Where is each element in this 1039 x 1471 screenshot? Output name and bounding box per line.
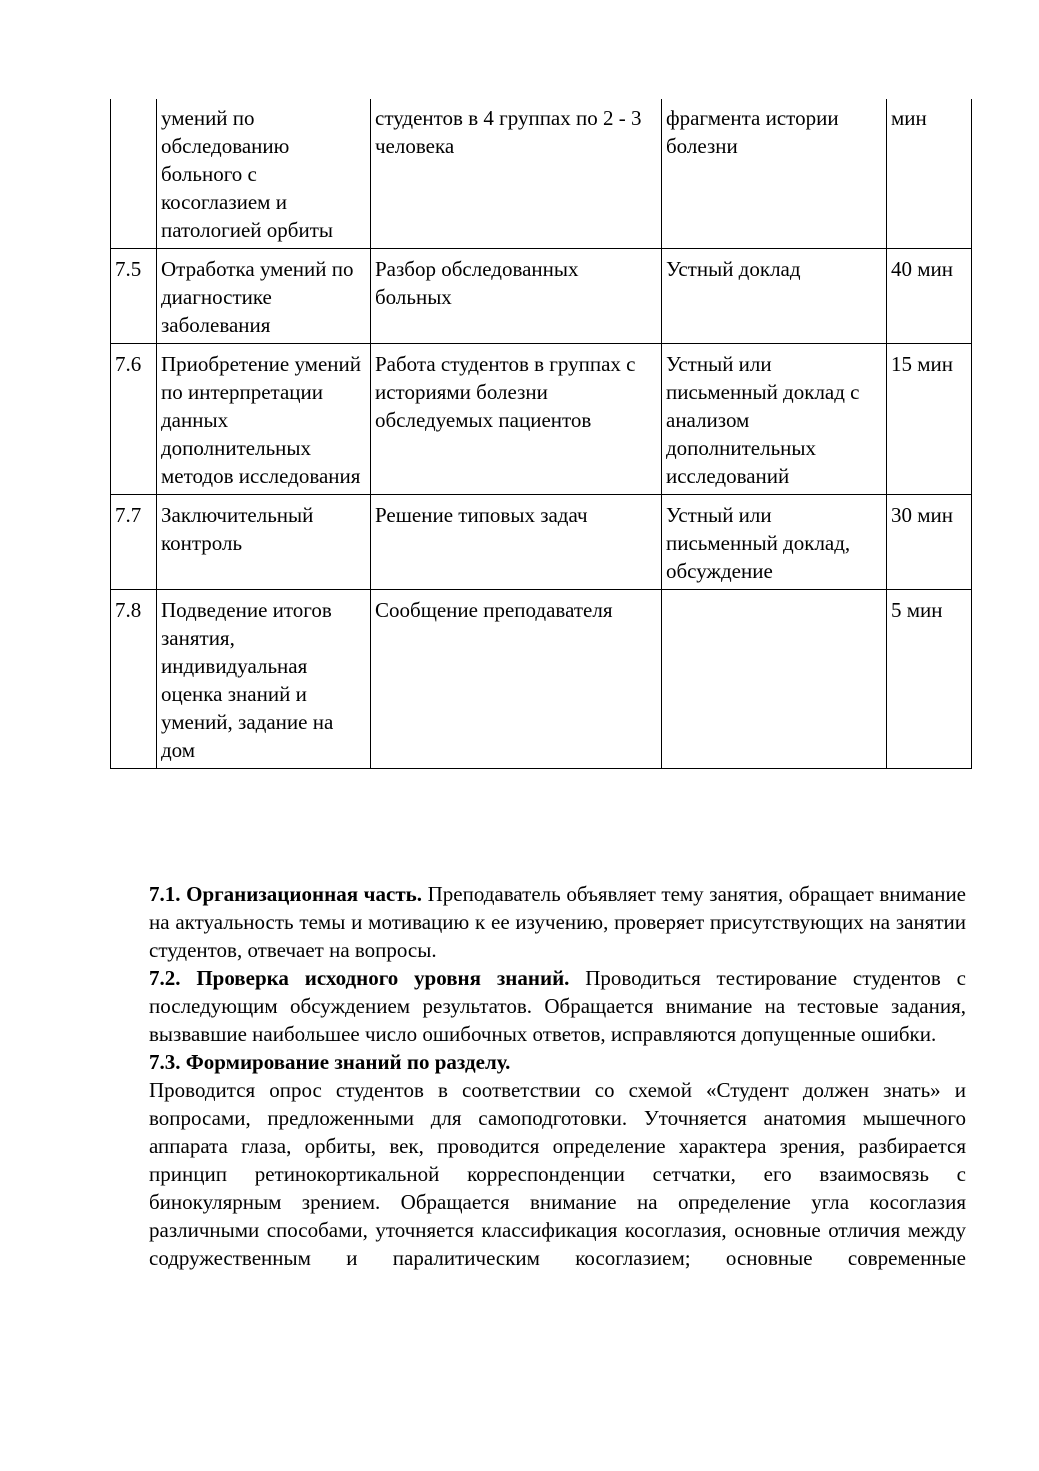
control-cell: фрагмента истории болезни bbox=[662, 99, 887, 249]
section-7-3 bbox=[149, 1048, 966, 1076]
table-row bbox=[111, 249, 972, 344]
method-cell: Разбор обследованных больных bbox=[371, 249, 662, 344]
row-number bbox=[111, 99, 157, 249]
section-7-1 bbox=[149, 880, 966, 964]
time-cell: 15 мин bbox=[887, 344, 972, 495]
row-number: 7.8 bbox=[111, 590, 157, 769]
time-cell: 40 мин bbox=[887, 249, 972, 344]
method-cell: Решение типовых задач bbox=[371, 495, 662, 590]
control-cell bbox=[662, 590, 887, 769]
lesson-plan-table bbox=[110, 99, 972, 769]
section-body: Преподаватель объявляет тему занятия, обращает внимание на актуальность темы и мотивацию к ее изучению, проверяет присутствующих на занятии студентов, отвечает на вопросы. bbox=[149, 882, 966, 962]
stage-cell: Заключительный контроль bbox=[157, 495, 371, 590]
method-cell: Сообщение преподавателя bbox=[371, 590, 662, 769]
body-text bbox=[149, 880, 966, 1272]
table-row bbox=[111, 590, 972, 769]
time-cell: 5 мин bbox=[887, 590, 972, 769]
control-cell: Устный доклад bbox=[662, 249, 887, 344]
section-heading: 7.3. Формирование знаний по разделу. bbox=[149, 1050, 511, 1074]
control-cell: Устный или письменный доклад с анализом дополнительных исследований bbox=[662, 344, 887, 495]
time-cell: мин bbox=[887, 99, 972, 249]
table-row bbox=[111, 495, 972, 590]
section-7-2 bbox=[149, 964, 966, 1048]
row-number: 7.7 bbox=[111, 495, 157, 590]
section-heading: 7.1. Организационная часть. bbox=[149, 882, 423, 906]
section-heading: 7.2. Проверка исходного уровня знаний. bbox=[149, 966, 570, 990]
row-number: 7.6 bbox=[111, 344, 157, 495]
method-cell: Работа студентов в группах с историями болезни обследуемых пациентов bbox=[371, 344, 662, 495]
control-cell: Устный или письменный доклад, обсуждение bbox=[662, 495, 887, 590]
section-7-3-paragraph: Проводится опрос студентов в соответствии со схемой «Студент должен знать» и вопросами, предложенными для самоподготовки. Уточняется анатомия мышечного аппарата глаза, орбиты, век, проводится определение характера зрения, разбирается принцип ретинокортикальной корреспонденции сетчатки, его взаимосвязь с бинокулярным зрением. Обращается внимание на определение угла косоглазия различными способами, уточняется классификация косоглазия, основные отличия между содружественным и паралитическим косоглазием; основные современные bbox=[149, 1078, 966, 1270]
section-body: Проводиться тестирование студентов с последующим обсуждением результатов. Обращается внимание на тестовые задания, вызвавшие наибольшее число ошибочных ответов, исправляются допущенные ошибки. bbox=[149, 966, 966, 1046]
table-row bbox=[111, 344, 972, 495]
stage-cell: Подведение итогов занятия, индивидуальная оценка знаний и умений, задание на дом bbox=[157, 590, 371, 769]
method-cell: студентов в 4 группах по 2 - 3 человека bbox=[371, 99, 662, 249]
time-cell: 30 мин bbox=[887, 495, 972, 590]
stage-cell: умений по обследованию больного с косоглазием и патологией орбиты bbox=[157, 99, 371, 249]
row-number: 7.5 bbox=[111, 249, 157, 344]
stage-cell: Приобретение умений по интерпретации данных дополнительных методов исследования bbox=[157, 344, 371, 495]
stage-cell: Отработка умений по диагностике заболевания bbox=[157, 249, 371, 344]
table-row bbox=[111, 99, 972, 249]
